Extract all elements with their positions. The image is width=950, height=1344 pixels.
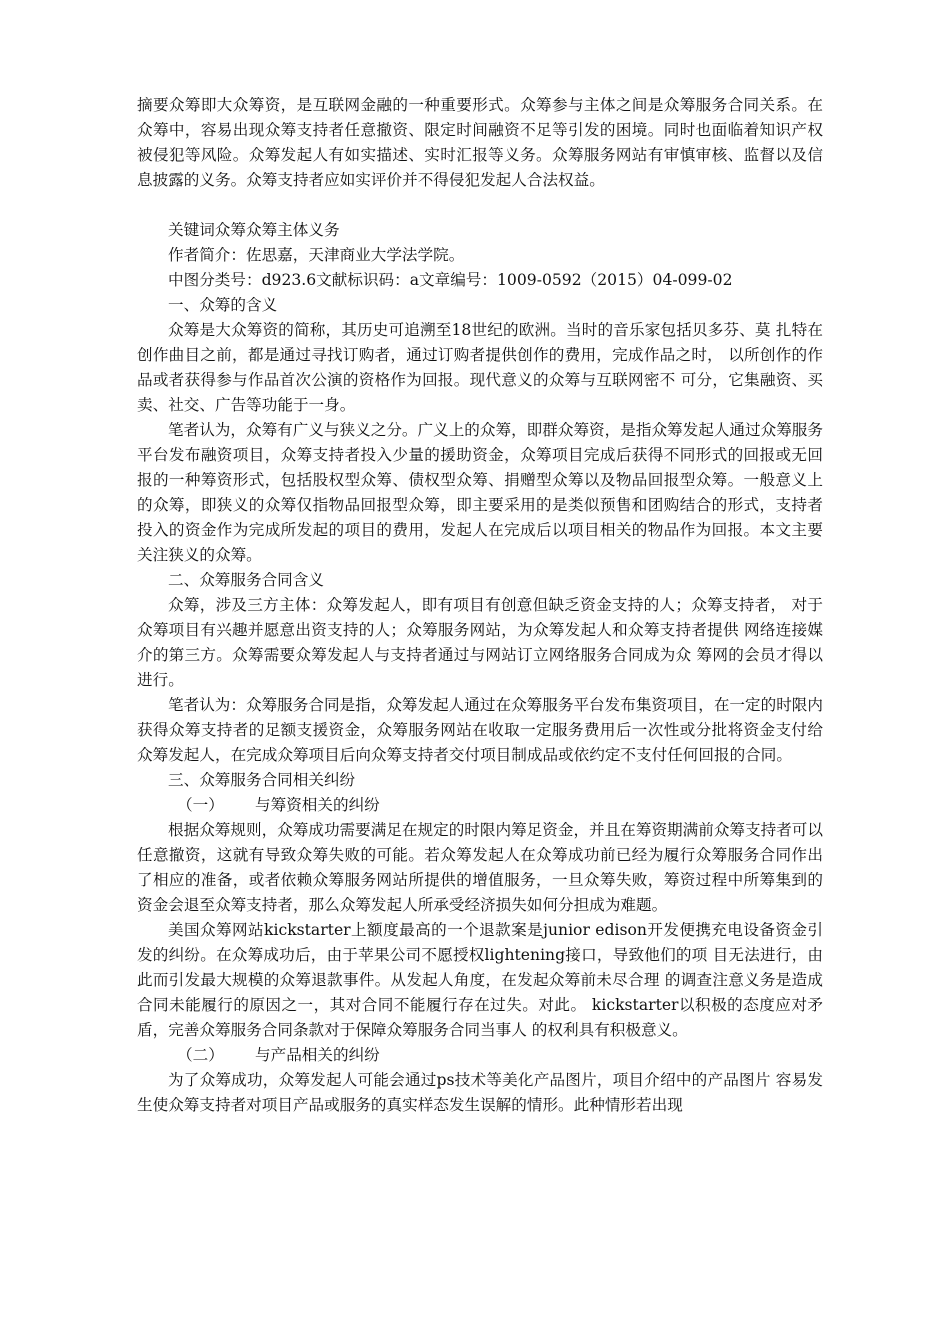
subsection-heading [137, 793, 823, 818]
subsection-number: （一） [177, 796, 224, 814]
subsection-title: 与产品相关的纠纷 [255, 1046, 380, 1064]
subsection-title: 与筹资相关的纠纷 [255, 796, 380, 814]
paragraph: 根据众筹规则，众筹成功需要满足在规定的时限内筹足资金，并且在筹资期满前众筹支持者可以任意撤资，这就有导致众筹失败的可能。若众筹发起人在众筹成功前已经为履行众筹服务合同作出了相应的准备，或者依赖众筹服务网站所提供的增值服务，一旦众筹失败，筹资过程中所筹集到的资金会退至众筹支持者，那么众筹发起人所承受经济损失如何分担成为难题。 [137, 821, 823, 914]
subsection-heading [137, 1043, 823, 1068]
section-heading: 三、众筹服务合同相关纠纷 [168, 771, 356, 789]
document-page [137, 93, 823, 1118]
section-heading: 二、众筹服务合同含义 [168, 571, 324, 589]
classification-info: 中图分类号：d923.6文献标识码：a文章编号：1009-0592（2015）04-099-02 [168, 271, 733, 289]
section-heading: 一、众筹的含义 [168, 296, 278, 314]
paragraph: 美国众筹网站kickstarter上额度最高的一个退款案是junior edison开发便携充电设备资金引发的纠纷。在众筹成功后，由于苹果公司不愿授权lightening接口，导致他们的项 目无法进行，由此而引发最大规模的众筹退款事件。从发起人角度，在发起众筹前未尽合理 的调查注意义务是造成合同未能履行的原因之一，其对合同不能履行存在过失。对此。 kickstarter以积极的态度应对矛盾，完善众筹服务合同条款对于保障众筹服务合同当事人 的权利具有积极意义。 [137, 921, 823, 1039]
author-info: 作者简介：佐思嘉，天津商业大学法学院。 [168, 246, 465, 264]
paragraph: 为了众筹成功，众筹发起人可能会通过ps技术等美化产品图片，项目介绍中的产品图片 容易发生使众筹支持者对项目产品或服务的真实样态发生误解的情形。此种情形若出现 [137, 1071, 823, 1114]
keywords: 关键词众筹众筹主体义务 [168, 221, 340, 239]
paragraph: 众筹是大众筹资的简称，其历史可追溯至18世纪的欧洲。当时的音乐家包括贝多芬、莫 扎特在创作曲目之前，都是通过寻找订购者，通过订购者提供创作的费用，完成作品之时， 以所创作的作品或者获得参与作品首次公演的资格作为回报。现代意义的众筹与互联网密不 可分，它集融资、买卖、社交、广告等功能于一身。 [137, 321, 823, 414]
paragraph: 众筹，涉及三方主体：众筹发起人，即有项目有创意但缺乏资金支持的人；众筹支持者， 对于众筹项目有兴趣并愿意出资支持的人；众筹服务网站，为众筹发起人和众筹支持者提供 网络连接媒介的第三方。众筹需要众筹发起人与支持者通过与网站订立网络服务合同成为众 筹网的会员才得以进行。 [137, 596, 823, 689]
paragraph: 笔者认为：众筹服务合同是指，众筹发起人通过在众筹服务平台发布集资项目，在一定的时限内获得众筹支持者的足额支援资金，众筹服务网站在收取一定服务费用后一次性或分批将资金支付给众筹发起人，在完成众筹项目后向众筹支持者交付项目制成品或依约定不支付任何回报的合同。 [137, 696, 823, 764]
subsection-number: （二） [177, 1046, 224, 1064]
paragraph: 笔者认为，众筹有广义与狭义之分。广义上的众筹，即群众筹资，是指众筹发起人通过众筹服务平台发布融资项目，众筹支持者投入少量的援助资金，众筹项目完成后获得不同形式的回报或无回报的一种筹资形式，包括股权型众筹、债权型众筹、捐赠型众筹以及物品回报型众筹。一般意义上的众筹，即狭义的众筹仅指物品回报型众筹，即主要采用的是类似预售和团购结合的形式，支持者投入的资金作为完成所发起的项目的费用，发起人在完成后以项目相关的物品作为回报。本文主要关注狭义的众筹。 [137, 421, 823, 564]
abstract: 摘要众筹即大众筹资，是互联网金融的一种重要形式。众筹参与主体之间是众筹服务合同关系。在众筹中，容易出现众筹支持者任意撤资、限定时间融资不足等引发的困境。同时也面临着知识产权被侵犯等风险。众筹发起人有如实描述、实时汇报等义务。众筹服务网站有审慎审核、监督以及信息披露的义务。众筹支持者应如实评价并不得侵犯发起人合法权益。 [137, 96, 823, 189]
